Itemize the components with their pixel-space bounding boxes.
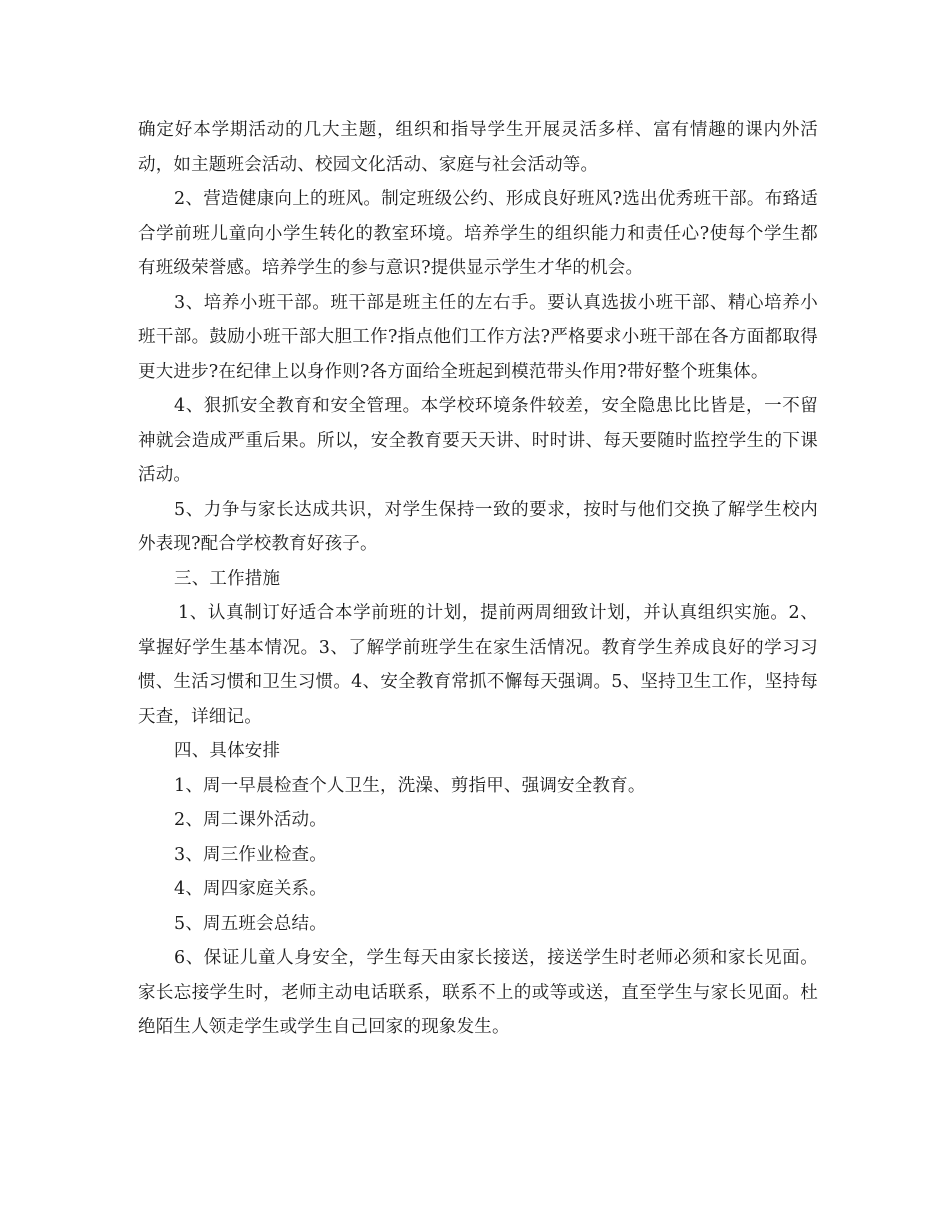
list-item-thursday: 4、周四家庭关系。 xyxy=(174,879,327,899)
paragraph-child-safety: 6、保证儿童人身安全，学生每天由家长接送，接送学生时老师必须和家长见面。家长忘接学生时，老师主动电话联系，联系不上的或等或送，直至学生与家长见面。杜绝陌生人领走学生或学生自己回家的现象发生。 xyxy=(138,948,818,1037)
paragraph-class-cadres: 3、培养小班干部。班干部是班主任的左右手。要认真选拔小班干部、精心培养小班干部。鼓励小班干部大胆工作?指点他们工作方法?严格要求小班干部在各方面都取得更大进步?在纪律上以身作则?各方面给全班起到模范带头作用?带好整个班集体。 xyxy=(138,292,818,382)
paragraph-class-spirit: 2、营造健康向上的班风。制定班级公约、形成良好班风?选出优秀班干部。布臵适合学前班儿童向小学生转化的教室环境。培养学生的组织能力和责任心?使每个学生都有班级荣誉感。培养学生的参与意识?提供显示学生才华的机会。 xyxy=(138,189,818,278)
paragraph-safety-education: 4、狠抓安全教育和安全管理。本学校环境条件较差，安全隐患比比皆是，一不留神就会造成严重后果。所以，安全教育要天天讲、时时讲、每天要随时监控学生的下课活动。 xyxy=(138,396,818,485)
list-item-wednesday: 3、周三作业检查。 xyxy=(174,844,327,865)
heading-specific-arrangements: 四、具体安排 xyxy=(174,741,281,761)
list-item-monday: 1、周一早晨检查个人卫生，洗澡、剪指甲、强调安全教育。 xyxy=(174,775,646,796)
list-item-friday: 5、周五班会总结。 xyxy=(174,913,327,934)
paragraph-measures-list: 1、认真制订好适合本学前班的计划，提前两周细致计划，并认真组织实施。2、掌握好学生基本情况。3、了解学前班学生在家生活情况。教育学生养成良好的学习习惯、生活习惯和卫生习惯。4、安全教育常抓不懈每天强调。5、坚持卫生工作，坚持每天查，详细记。 xyxy=(138,603,818,727)
heading-work-measures: 三、工作措施 xyxy=(174,568,281,589)
paragraph-parent-consensus: 5、力争与家长达成共识，对学生保持一致的要求，按时与他们交换了解学生校内外表现?配合学校教育好孩子。 xyxy=(138,499,818,554)
list-item-tuesday: 2、周二课外活动。 xyxy=(174,810,327,830)
paragraph-activity-themes: 确定好本学期活动的几大主题，组织和指导学生开展灵活多样、富有情趣的课内外活动，如主题班会活动、校园文化活动、家庭与社会活动等。 xyxy=(138,120,818,175)
document-page xyxy=(138,113,818,1045)
